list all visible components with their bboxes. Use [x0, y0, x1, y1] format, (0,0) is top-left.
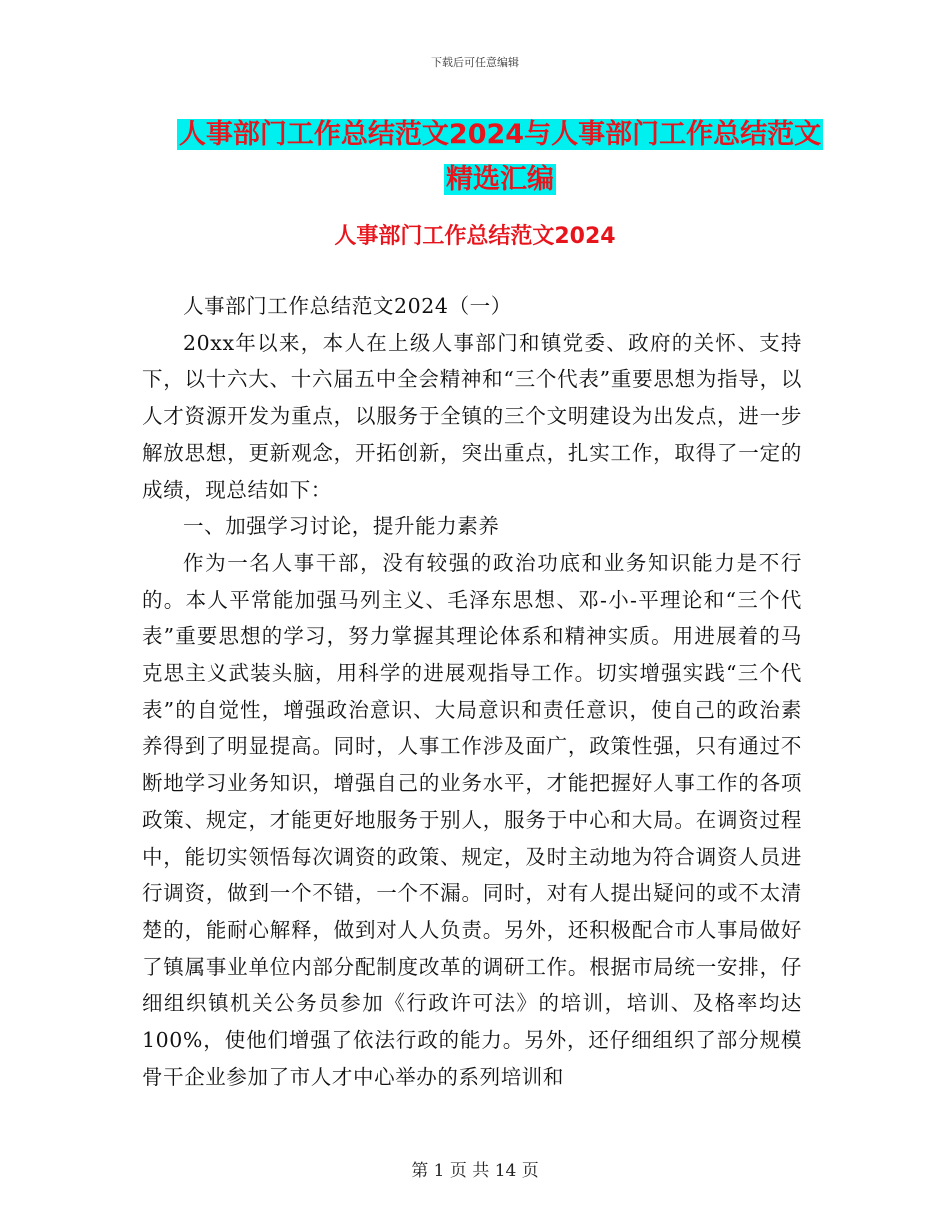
- paragraph: 一、加强学习讨论，提升能力素养: [183, 514, 500, 539]
- title-line-1: 人事部门工作总结范文2024与人事部门工作总结范文: [178, 119, 822, 150]
- document-title: [140, 112, 860, 202]
- document-body: [142, 288, 802, 1095]
- paragraph: 人事部门工作总结范文2024（一）: [183, 294, 512, 318]
- paragraph: 作为一名人事干部，没有较强的政治功底和业务知识能力是不行的。本人平常能加强马列主义、毛泽东思想、邓-小-平理论和“三个代表”重要思想的学习，努力掌握其理论体系和精神实质。用进展着的马克思主义武装头脑，用科学的进展观指导工作。切实增强实践“三个代表”的自觉性，增强政治意识、大局意识和责任意识，使自己的政治素养得到了明显提高。同时，人事工作涉及面广，政策性强，只有通过不断地学习业务知识，增强自己的业务水平，才能把握好人事工作的各项政策、规定，才能更好地服务于别人，服务于中心和大局。在调资过程中，能切实领悟每次调资的政策、规定，及时主动地为符合调资人员进行调资，做到一个不错，一个不漏。同时，对有人提出疑问的或不太清楚的，能耐心解释，做到对人人负责。另外，还积极配合市人事局做好了镇属事业单位内部分配制度改革的调研工作。根据市局统一安排，仔细组织镇机关公务员参加《行政许可法》的培训，培训、及格率均达100%，使他们增强了依法行政的能力。另外，还仔细组织了部分规模骨干企业参加了市人才中心举办的系列培训和: [142, 550, 802, 1089]
- header-note: 下载后可任意编辑: [431, 56, 519, 69]
- title-line-2: 精选汇编: [446, 164, 554, 195]
- page-indicator: 第 1 页 共 14 页: [411, 1161, 539, 1181]
- paragraph: 20xx年以来，本人在上级人事部门和镇党委、政府的关怀、支持下，以十六大、十六届五中全会精神和“三个代表”重要思想为指导，以人才资源开发为重点，以服务于全镇的三个文明建设为出发点，进一步解放思想，更新观念，开拓创新，突出重点，扎实工作，取得了一定的成绩，现总结如下：: [142, 330, 802, 502]
- section-title: 人事部门工作总结范文2024: [334, 224, 616, 249]
